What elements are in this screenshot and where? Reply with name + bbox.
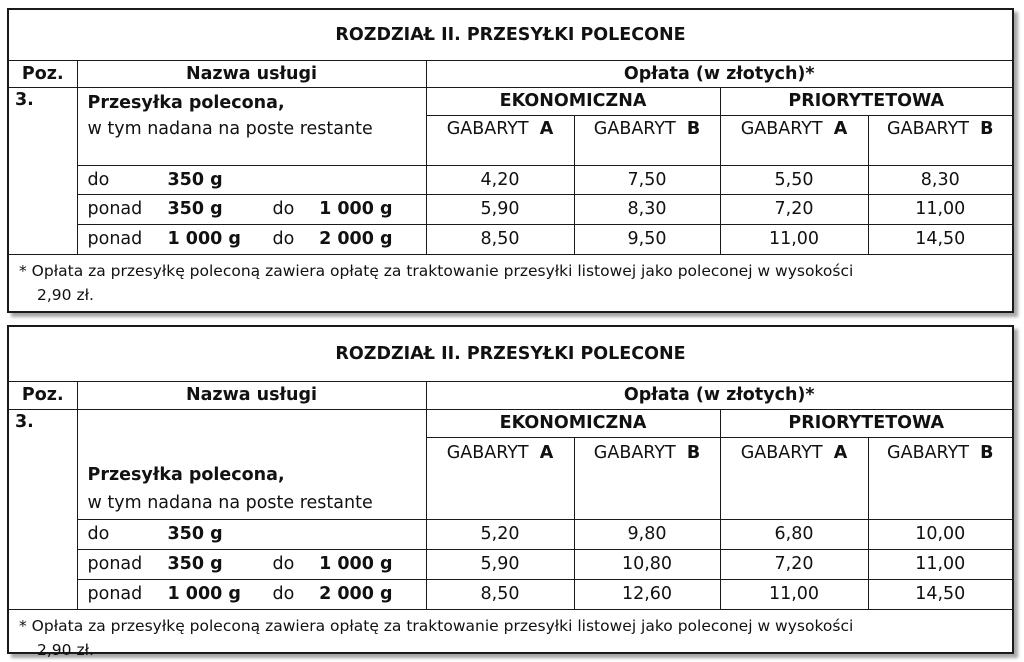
price-table-panel-old: [7, 8, 1014, 313]
price-table-panel-new: [7, 325, 1014, 659]
header-service-name: Nazwa usługi: [77, 60, 426, 87]
table-row: [9, 519, 1012, 549]
price-cell: 9,80: [574, 519, 720, 549]
col-gabaryt-a-eko: GABARYT A: [426, 437, 574, 519]
weight-range: ponad 350 g do 1 000 g: [77, 194, 426, 224]
price-cell: 7,20: [720, 549, 868, 579]
weight-range: ponad 1 000 g do 2 000 g: [77, 579, 426, 609]
price-cell: 10,00: [868, 519, 1012, 549]
col-gabaryt-a-eko: GABARYT A: [426, 115, 574, 165]
price-cell: 6,80: [720, 519, 868, 549]
col-gabaryt-a-prio: GABARYT A: [720, 115, 868, 165]
table-row: [9, 165, 1012, 194]
header-fee: Opłata (w złotych)*: [426, 381, 1012, 409]
footnote-line-2: 2,90 zł.: [37, 640, 94, 659]
col-gabaryt-b-prio: GABARYT B: [868, 115, 1012, 165]
footnote: [9, 609, 1012, 662]
price-cell: 7,50: [574, 165, 720, 194]
price-cell: 14,50: [868, 579, 1012, 609]
group-priorytetowa: PRIORYTETOWA: [720, 87, 1012, 115]
table-title: ROZDZIAŁ II. PRZESYŁKI POLECONE: [9, 10, 1012, 60]
table-title: ROZDZIAŁ II. PRZESYŁKI POLECONE: [9, 327, 1012, 381]
weight-range: do 350 g: [77, 165, 426, 194]
service-name: Przesyłka polecona,: [87, 464, 285, 485]
service-sub: w tym nadana na poste restante: [87, 118, 373, 139]
row-number: 3.: [9, 409, 77, 519]
col-gabaryt-b-prio: GABARYT B: [868, 437, 1012, 519]
table-row: [9, 549, 1012, 579]
price-cell: 9,50: [574, 224, 720, 254]
col-gabaryt-a-prio: GABARYT A: [720, 437, 868, 519]
price-cell: 5,90: [426, 194, 574, 224]
service-cell: [77, 409, 426, 519]
price-cell: 5,50: [720, 165, 868, 194]
price-cell: 7,20: [720, 194, 868, 224]
price-cell: 5,90: [426, 549, 574, 579]
header-service-name: Nazwa usługi: [77, 381, 426, 409]
price-cell: 11,00: [720, 224, 868, 254]
footnote: [9, 254, 1012, 307]
price-cell: 8,50: [426, 579, 574, 609]
price-cell: 11,00: [868, 194, 1012, 224]
header-poz: Poz.: [9, 60, 77, 87]
group-priorytetowa: PRIORYTETOWA: [720, 409, 1012, 437]
price-cell: 5,20: [426, 519, 574, 549]
header-poz: Poz.: [9, 381, 77, 409]
header-fee: Opłata (w złotych)*: [426, 60, 1012, 87]
group-ekonomiczna: EKONOMICZNA: [426, 87, 720, 115]
service-sub: w tym nadana na poste restante: [87, 492, 373, 513]
service-cell: [77, 87, 426, 165]
price-cell: 8,30: [868, 165, 1012, 194]
price-cell: 4,20: [426, 165, 574, 194]
price-table: [9, 327, 1012, 662]
table-row: [9, 224, 1012, 254]
footnote-line-1: * Opłata za przesyłkę poleconą zawiera opłatę za traktowanie przesyłki listowej jako poleconej w wysokości: [19, 616, 854, 635]
price-cell: 8,30: [574, 194, 720, 224]
price-cell: 12,60: [574, 579, 720, 609]
price-cell: 11,00: [868, 549, 1012, 579]
footnote-line-1: * Opłata za przesyłkę poleconą zawiera opłatę za traktowanie przesyłki listowej jako poleconej w wysokości: [19, 261, 854, 280]
group-ekonomiczna: EKONOMICZNA: [426, 409, 720, 437]
col-gabaryt-b-eko: GABARYT B: [574, 115, 720, 165]
weight-range: do 350 g: [77, 519, 426, 549]
price-cell: 8,50: [426, 224, 574, 254]
price-cell: 10,80: [574, 549, 720, 579]
price-table: [9, 10, 1012, 307]
footnote-line-2: 2,90 zł.: [37, 285, 94, 304]
weight-range: ponad 1 000 g do 2 000 g: [77, 224, 426, 254]
table-row: [9, 194, 1012, 224]
col-gabaryt-b-eko: GABARYT B: [574, 437, 720, 519]
price-cell: 11,00: [720, 579, 868, 609]
weight-range: ponad 350 g do 1 000 g: [77, 549, 426, 579]
service-name: Przesyłka polecona,: [87, 92, 285, 113]
price-cell: 14,50: [868, 224, 1012, 254]
row-number: 3.: [9, 87, 77, 165]
table-row: [9, 579, 1012, 609]
